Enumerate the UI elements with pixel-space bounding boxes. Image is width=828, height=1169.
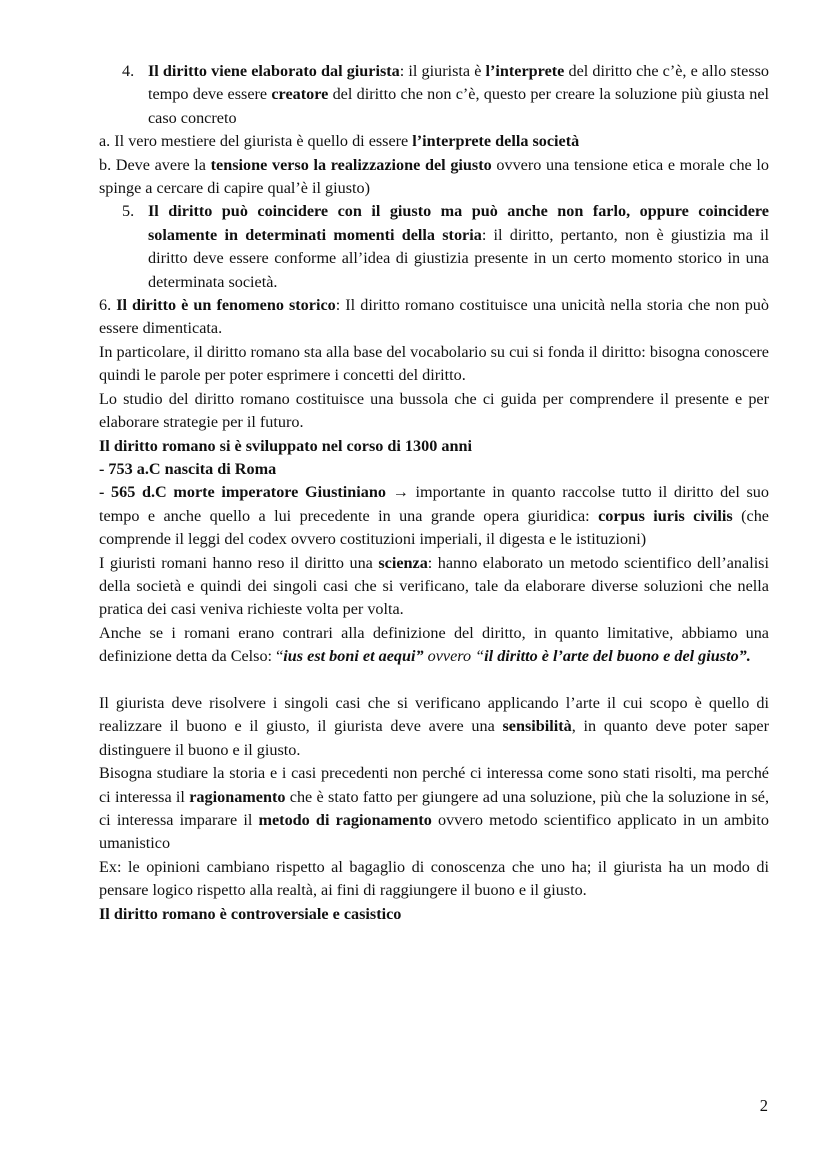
emphasis: metodo di ragionamento bbox=[258, 810, 432, 829]
emphasis: sensibilità bbox=[502, 717, 572, 736]
emphasis: Il diritto viene elaborato dal giurista bbox=[148, 62, 400, 80]
emphasis: Il diritto può coincidere con il giusto ma può anche non farlo, oppure coincidere solamente in determinati momenti della storia bbox=[148, 202, 769, 244]
emphasis: creatore bbox=[271, 85, 329, 104]
emphasis: corpus iuris civilis bbox=[598, 506, 733, 525]
section-heading: Il diritto romano si è sviluppato nel corso di 1300 anni bbox=[99, 436, 472, 455]
emphasis: scienza bbox=[378, 553, 428, 572]
date-entry-565: - 565 d.C morte imperatore Giustiniano → importante in quanto raccolse tutto il diritto del suo tempo e anche quello a lui precedente in una grande opera giuridica: corpus iuris civilis (che comprende il leggi del codex ovvero costituzioni imperiali, il digesta e le istituzioni) bbox=[99, 483, 769, 549]
emphasis: - 565 d.C morte imperatore Giustiniano bbox=[99, 483, 386, 502]
list-marker: 4. bbox=[122, 62, 135, 80]
emphasis: ragionamento bbox=[189, 787, 286, 806]
paragraph-vocabolario: In particolare, il diritto romano sta alla base del vocabolario su cui si fonda il diritto: bisogna conoscere quindi le parole per poter esprimere i concetti del diritto. bbox=[99, 342, 769, 385]
paragraph-giurista: Il giurista deve risolvere i singoli casi che si verificano applicando l’arte il cui scopo è quello di realizzare il buono e il giusto, il giurista deve avere una sensibilità, in quanto deve poter saper distinguere il buono e il giusto. bbox=[99, 693, 769, 759]
paragraph-bussola: Lo studio del diritto romano costituisce una bussola che ci guida per comprendere il presente e per elaborare strategie per il futuro. bbox=[99, 389, 769, 432]
sub-item-b: b. Deve avere la tensione verso la realizzazione del giusto ovvero una tensione etica e morale che lo spinge a cercare di capire qual’è il giusto) bbox=[99, 155, 769, 198]
emphasis: tensione verso la realizzazione del giusto bbox=[210, 155, 492, 174]
blank-line bbox=[99, 669, 769, 692]
closing-heading: Il diritto romano è controversiale e casistico bbox=[99, 904, 402, 923]
list-item-6: 6. Il diritto è un fenomeno storico: Il diritto romano costituisce una unicità nella storia che non può essere dimenticata. bbox=[99, 296, 769, 338]
page-number: 2 bbox=[759, 1096, 768, 1115]
paragraph-example: Ex: le opinioni cambiano rispetto al bagaglio di conoscenza che uno ha; il giurista ha un modo di pensare logico rispetto alla realtà, ai fini di raggiungere il buono e il giusto. bbox=[99, 857, 769, 900]
emphasis: ius est boni et aequi” bbox=[283, 647, 424, 666]
date-entry-753: - 753 a.C nascita di Roma bbox=[99, 459, 277, 478]
page-body bbox=[99, 60, 769, 926]
list-item-4: 4. Il diritto viene elaborato dal giurista: il giurista è l’interprete del diritto che c’è, e allo stesso tempo deve essere creatore del diritto che non c’è, questo per creare la soluzione più giusta nel caso concreto bbox=[122, 62, 770, 127]
paragraph-celso: Anche se i romani erano contrari alla definizione del diritto, in quanto limitative, abbiamo una definizione detta da Celso: “ius est boni et aequi” ovvero “il diritto è l’arte del buono e del giusto”. bbox=[99, 623, 769, 666]
paragraph-scienza: I giuristi romani hanno reso il diritto una scienza: hanno elaborato un metodo scientifico dell’analisi della società e quindi dei singoli casi che si verificano, tale da elaborare diverse soluzioni che nella pratica dei casi veniva richieste volta per volta. bbox=[99, 553, 769, 619]
paragraph-storia: Bisogna studiare la storia e i casi precedenti non perché ci interessa come sono stati risolti, ma perché ci interessa il ragionamento che è stato fatto per giungere ad una soluzione, più che la soluzione in sé, ci interessa imparare il metodo di ragionamento ovvero metodo scientifico applicato in un ambito umanistico bbox=[99, 764, 770, 853]
emphasis: il diritto è l’arte del buono e del giusto”. bbox=[484, 647, 751, 666]
list-marker: 5. bbox=[122, 202, 135, 221]
emphasis: l’interprete della società bbox=[412, 132, 580, 151]
list-item-5: 5. Il diritto può coincidere con il giusto ma può anche non farlo, oppure coincidere solamente in determinati momenti della storia: il diritto, pertanto, non è giustizia ma il diritto deve essere conforme all’idea di giustizia presente in un certo momento storico in una determinata società. bbox=[122, 202, 769, 291]
emphasis: l’interprete bbox=[485, 62, 565, 80]
sub-item-a: a. Il vero mestiere del giurista è quello di essere l’interprete della società bbox=[99, 132, 580, 151]
emphasis: Il diritto è un fenomeno storico bbox=[116, 296, 336, 315]
